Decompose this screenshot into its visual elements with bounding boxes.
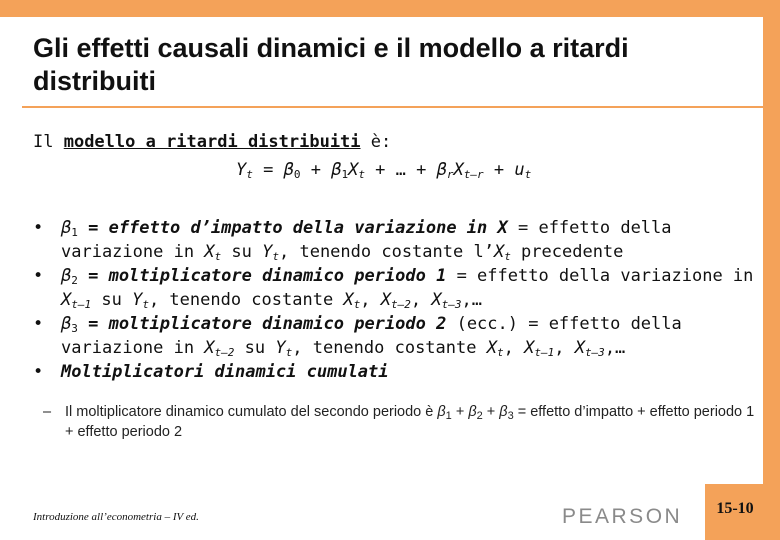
beta2-x1: X: [61, 290, 72, 310]
beta3-x1: X: [204, 338, 215, 358]
beta3-text-b: su: [234, 338, 276, 358]
beta2-x4: X: [431, 290, 442, 310]
sub-bullet-text-a: Il moltiplicatore dinamico cumulato del secondo periodo è: [65, 404, 438, 420]
eq-plus-3: +: [416, 160, 437, 180]
bullet-beta1: [33, 216, 763, 264]
pearson-logo: PEARSON: [562, 505, 683, 528]
beta3-text-c: , tenendo costante: [292, 338, 487, 358]
eq-betar: β: [436, 160, 447, 180]
beta3-text-d: ,…: [604, 338, 626, 358]
beta3-sep2: ,: [554, 338, 575, 358]
bullet-dot: •: [33, 218, 44, 238]
cumulative-term: Moltiplicatori dinamici cumulati: [61, 362, 389, 382]
beta3-x1-sub: t–2: [214, 346, 235, 359]
page-number: 15-10: [716, 500, 754, 517]
eq-plus-2: +: [364, 160, 396, 180]
beta3-x3: X: [524, 338, 535, 358]
beta2-x2-sub: t: [353, 298, 361, 311]
bullet-dot: •: [33, 362, 44, 382]
sb-plus-1: +: [451, 404, 469, 420]
beta2-sep1: ,: [360, 290, 381, 310]
beta1-text-b: su: [221, 242, 263, 262]
eq-betar-sub: r: [446, 168, 454, 181]
beta2-text-d: ,…: [461, 290, 482, 310]
top-border: [0, 0, 780, 17]
beta2-term: = moltiplicatore dinamico periodo 1: [77, 266, 447, 286]
bullet-list: [33, 216, 763, 384]
beta2-y1-sub: t: [142, 298, 149, 311]
eq-ellipsis: …: [395, 160, 417, 180]
eq-beta0-sub: 0: [293, 168, 301, 181]
sb-beta1: β: [437, 404, 446, 420]
intro-suffix: è:: [360, 132, 392, 152]
eq-u-sub: t: [524, 168, 532, 181]
footer-book-title: Introduzione all’econometria – IV ed.: [33, 511, 199, 523]
beta1-x1-sub: t: [214, 250, 222, 263]
eq-beta1: β: [331, 160, 342, 180]
eq-x: X: [348, 160, 359, 180]
beta3-text-a: (ecc.) = effetto della variazione in: [61, 314, 682, 358]
intro-term: modello a ritardi distribuiti: [63, 132, 361, 152]
beta2-sep2: ,: [410, 290, 432, 310]
beta3-x2-sub: t: [496, 346, 504, 359]
beta3-sep1: ,: [503, 338, 525, 358]
intro-prefix: Il: [33, 132, 64, 152]
beta3-symbol: β: [61, 314, 72, 334]
beta1-sub: 1: [71, 226, 78, 239]
model-equation: [236, 160, 531, 180]
bullet-cumulative: [33, 360, 763, 384]
sub-bullet-dash: –: [43, 404, 52, 420]
beta2-x3-sub: t–2: [391, 298, 411, 311]
eq-y-sub: t: [246, 168, 253, 181]
beta3-y1: Y: [275, 338, 286, 358]
beta3-term: = moltiplicatore dinamico periodo 2: [77, 314, 447, 334]
eq-u: u: [514, 160, 525, 180]
beta3-x4-sub: t–3: [584, 346, 605, 359]
eq-plus-1: +: [300, 160, 332, 180]
eq-xr: X: [453, 160, 464, 180]
beta1-x1: X: [204, 242, 215, 262]
beta1-x2-sub: t: [504, 250, 511, 263]
sb-beta1-sub: 1: [445, 410, 452, 422]
beta3-x4: X: [574, 338, 585, 358]
sb-plus-2: +: [482, 404, 500, 420]
beta1-text-d: precedente: [510, 242, 624, 262]
beta2-x2: X: [343, 290, 354, 310]
sub-bullet-text-b: = effetto d’impatto + effetto periodo 1 + effetto periodo 2: [65, 404, 755, 440]
bullet-beta3: [33, 312, 763, 360]
beta2-sub: 2: [71, 274, 78, 287]
beta2-x4-sub: t–3: [441, 298, 462, 311]
beta2-symbol: β: [61, 266, 72, 286]
beta1-symbol: β: [61, 218, 72, 238]
bullet-beta2: [33, 264, 763, 312]
beta2-x1-sub: t–1: [71, 298, 92, 311]
beta3-sub: 3: [71, 322, 78, 335]
beta1-term: = effetto d’impatto della variazione in X: [77, 218, 508, 238]
beta2-text-a: = effetto della variazione in: [446, 266, 754, 286]
beta1-text-c: , tenendo costante l’: [279, 242, 494, 262]
beta3-y1-sub: t: [285, 346, 293, 359]
bullet-dot: •: [33, 314, 44, 334]
eq-y: Y: [236, 160, 247, 180]
right-border: [763, 0, 780, 540]
eq-beta0: β: [283, 160, 294, 180]
intro-line: [33, 132, 391, 152]
eq-plus-4: +: [483, 160, 515, 180]
beta2-text-b: su: [91, 290, 133, 310]
beta2-text-c: , tenendo costante: [148, 290, 344, 310]
slide-title: Gli effetti causali dinamici e il modello a ritardi distribuiti: [33, 33, 629, 96]
beta2-x3: X: [380, 290, 392, 310]
eq-x-sub: t: [358, 168, 365, 181]
sb-beta3-sub: 3: [507, 410, 514, 422]
title-divider: [22, 106, 763, 108]
sb-beta2: β: [468, 404, 477, 420]
beta1-y1-sub: t: [272, 250, 279, 263]
beta3-x3-sub: t–1: [534, 346, 555, 359]
beta3-x2: X: [486, 338, 497, 358]
eq-equals: =: [252, 160, 284, 180]
beta1-y1: Y: [262, 242, 273, 262]
eq-beta1-sub: 1: [341, 168, 349, 181]
sb-beta2-sub: 2: [476, 410, 483, 422]
beta1-x2: X: [493, 242, 505, 262]
eq-xr-sub: t–r: [463, 168, 484, 181]
beta2-y1: Y: [132, 290, 143, 310]
sub-bullet-cumulative: [43, 402, 755, 442]
beta1-text-a: = effetto della variazione in: [61, 218, 672, 262]
bullet-dot: •: [33, 266, 44, 286]
sb-beta3: β: [499, 404, 508, 420]
